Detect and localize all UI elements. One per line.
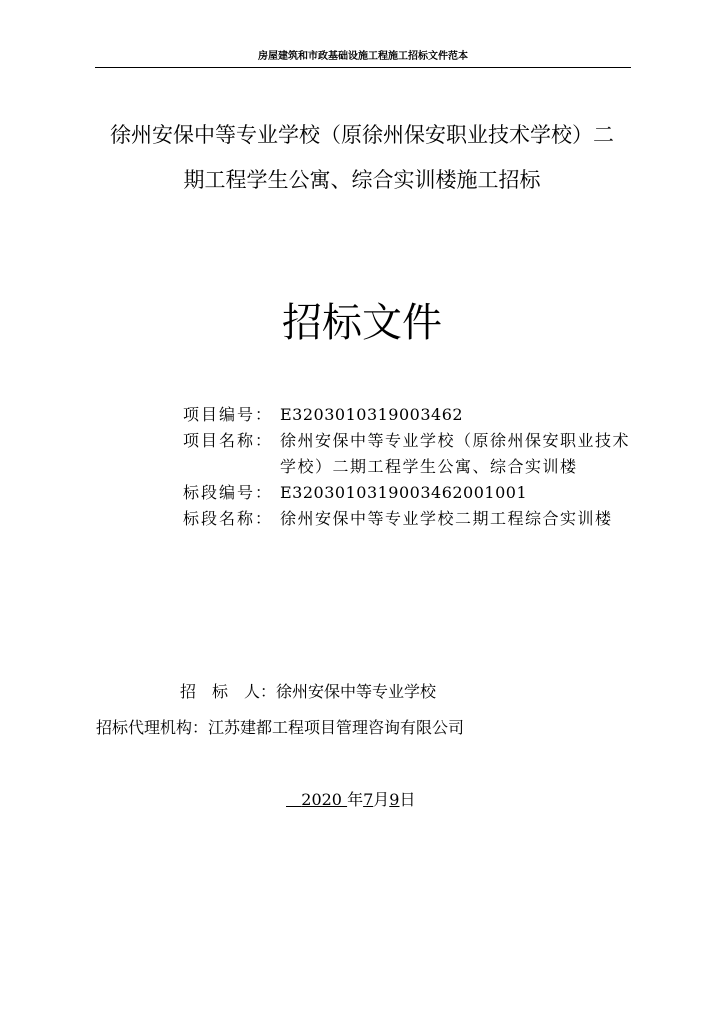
running-header: 房屋建筑和市政基础设施工程施工招标文件范本 bbox=[258, 51, 468, 62]
issue-date bbox=[286, 788, 416, 812]
project-number-label: 项目编号： bbox=[183, 405, 274, 424]
section-name-value: 徐州安保中等专业学校二期工程综合实训楼 bbox=[280, 509, 613, 528]
project-title-line-2: 期工程学生公寓、综合实训楼施工招标 bbox=[183, 168, 541, 192]
date-year: 2020 bbox=[301, 790, 342, 809]
project-number-value: E3203010319003462 bbox=[280, 405, 464, 424]
date-day: 9 bbox=[389, 790, 400, 809]
section-name-row bbox=[180, 506, 630, 532]
project-number-row bbox=[180, 402, 630, 428]
date-day-unit: 日 bbox=[399, 790, 416, 809]
section-name-label: 标段名称： bbox=[183, 509, 274, 528]
tenderer-line bbox=[180, 680, 436, 704]
header-rule bbox=[95, 67, 631, 68]
agency-label: 招标代理机构： bbox=[96, 718, 209, 737]
agency-value: 江苏建都工程项目管理咨询有限公司 bbox=[208, 718, 465, 737]
agency-line bbox=[96, 716, 464, 740]
section-number-row bbox=[180, 480, 630, 506]
project-name-value: 徐州安保中等专业学校（原徐州保安职业技术学校）二期工程学生公寓、综合实训楼 bbox=[280, 431, 631, 476]
date-month-unit: 月 bbox=[373, 790, 390, 809]
tenderer-value: 徐州安保中等专业学校 bbox=[276, 682, 437, 701]
project-title-line-1: 徐州安保中等专业学校（原徐州保安职业技术学校）二 bbox=[110, 123, 614, 147]
project-info-block bbox=[180, 402, 630, 532]
document-type-title: 招标文件 bbox=[282, 300, 442, 346]
date-year-unit: 年 bbox=[347, 790, 364, 809]
section-number-value: E3203010319003462001001 bbox=[280, 483, 528, 502]
project-name-label: 项目名称： bbox=[183, 431, 274, 450]
section-number-label: 标段编号： bbox=[183, 483, 274, 502]
tenderer-label: 招 标 人： bbox=[180, 682, 277, 701]
project-name-row bbox=[180, 428, 630, 480]
date-month: 7 bbox=[363, 790, 374, 809]
